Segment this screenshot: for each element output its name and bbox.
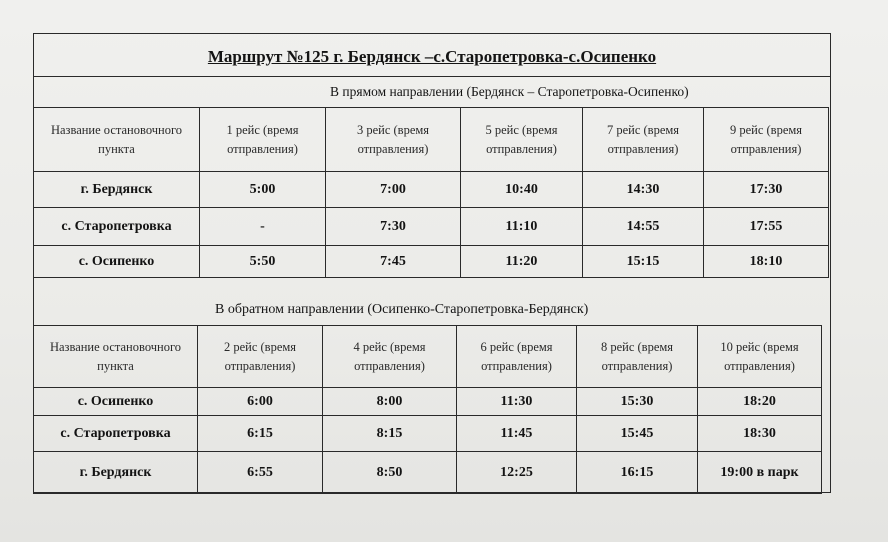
title-box <box>33 37 831 77</box>
header-stop-name: Название остановочного пункта <box>34 326 198 388</box>
table-row <box>34 246 829 278</box>
stop-name: с. Осипенко <box>34 246 200 278</box>
header-stop-name: Название остановочного пункта <box>34 108 200 172</box>
stop-name: г. Бердянск <box>34 452 198 494</box>
stop-name: с. Старопетровка <box>34 208 200 246</box>
departure-time: 17:30 <box>704 172 829 208</box>
header-trip-8: 8 рейс (время отправления) <box>577 326 698 388</box>
departure-time: 16:15 <box>577 452 698 494</box>
table-row <box>34 208 829 246</box>
table-row <box>34 388 822 416</box>
departure-time: 12:25 <box>457 452 577 494</box>
stop-name: с. Старопетровка <box>34 416 198 452</box>
header-trip-5: 5 рейс (время отправления) <box>461 108 583 172</box>
departure-time: 18:10 <box>704 246 829 278</box>
departure-time: 8:00 <box>323 388 457 416</box>
backward-schedule-table <box>33 325 822 494</box>
table-row <box>34 416 822 452</box>
departure-time: 6:00 <box>198 388 323 416</box>
departure-time: 11:30 <box>457 388 577 416</box>
header-trip-9: 9 рейс (время отправления) <box>704 108 829 172</box>
header-trip-1: 1 рейс (время отправления) <box>200 108 326 172</box>
departure-time: 11:45 <box>457 416 577 452</box>
departure-time: 15:30 <box>577 388 698 416</box>
header-trip-10: 10 рейс (время отправления) <box>698 326 822 388</box>
forward-direction-heading: В прямом направлении (Бердянск – Старопетровка-Осипенко) <box>330 84 689 99</box>
header-trip-2: 2 рейс (время отправления) <box>198 326 323 388</box>
stop-name: г. Бердянск <box>34 172 200 208</box>
header-trip-4: 4 рейс (время отправления) <box>323 326 457 388</box>
departure-time: 19:00 в парк <box>698 452 822 494</box>
table-header-row <box>34 326 822 388</box>
departure-time: 6:15 <box>198 416 323 452</box>
departure-time: 14:30 <box>583 172 704 208</box>
departure-time: 17:55 <box>704 208 829 246</box>
backward-direction-heading: В обратном направлении (Осипенко-Старопетровка-Бердянск) <box>215 302 589 317</box>
table-row <box>34 452 822 494</box>
departure-time: 14:55 <box>583 208 704 246</box>
header-trip-6: 6 рейс (время отправления) <box>457 326 577 388</box>
departure-time: 6:55 <box>198 452 323 494</box>
departure-time: 11:10 <box>461 208 583 246</box>
departure-time: 5:50 <box>200 246 326 278</box>
departure-time: 7:45 <box>326 246 461 278</box>
departure-time: 11:20 <box>461 246 583 278</box>
route-title: Маршрут №125 г. Бердянск –с.Старопетровка-с.Осипенко <box>207 46 657 66</box>
departure-time: 15:15 <box>583 246 704 278</box>
departure-time: 8:50 <box>323 452 457 494</box>
departure-time: 18:20 <box>698 388 822 416</box>
stop-name: с. Осипенко <box>34 388 198 416</box>
departure-time: 7:00 <box>326 172 461 208</box>
departure-time: - <box>200 208 326 246</box>
departure-time: 18:30 <box>698 416 822 452</box>
table-header-row <box>34 108 829 172</box>
departure-time: 7:30 <box>326 208 461 246</box>
header-trip-3: 3 рейс (время отправления) <box>326 108 461 172</box>
departure-time: 10:40 <box>461 172 583 208</box>
forward-schedule-table <box>33 107 829 278</box>
departure-time: 15:45 <box>577 416 698 452</box>
departure-time: 5:00 <box>200 172 326 208</box>
header-trip-7: 7 рейс (время отправления) <box>583 108 704 172</box>
table-row <box>34 172 829 208</box>
departure-time: 8:15 <box>323 416 457 452</box>
